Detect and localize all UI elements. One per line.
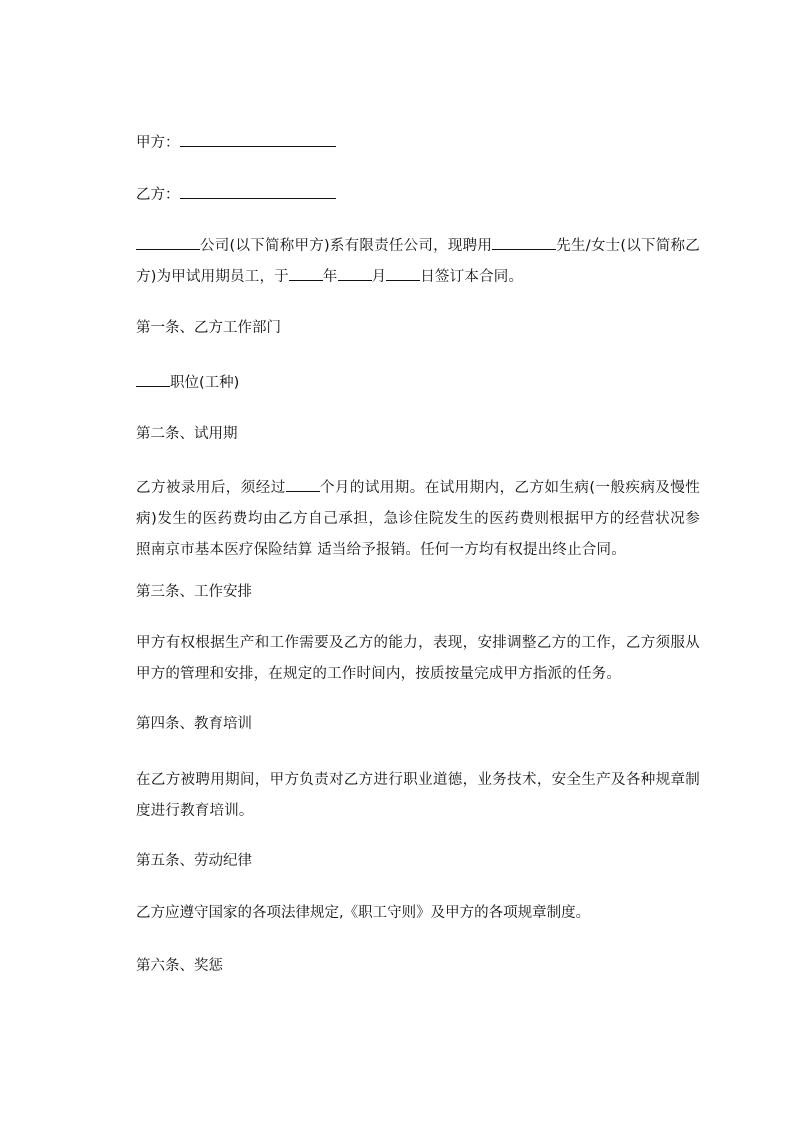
article2-part1: 乙方被录用后，须经过	[136, 480, 286, 496]
intro-paragraph	[136, 231, 700, 293]
intro-part1: 公司(以下简称甲方)系有限责任公司，现聘用	[200, 238, 493, 254]
article2-body	[136, 473, 700, 566]
article5-title: 第五条、劳动纪律	[136, 853, 252, 869]
party-a-line	[136, 132, 336, 153]
party-a-label: 甲方：	[136, 135, 180, 151]
article2-title: 第二条、试用期	[136, 426, 238, 442]
party-b-line	[136, 184, 336, 205]
article3-body: 甲方有权根据生产和工作需要及乙方的能力，表现，安排调整乙方的工作，乙方须服从甲方的管理和安排，在规定的工作时间内，按质按量完成甲方指派的任务。	[136, 635, 700, 682]
article3-title: 第三条、工作安排	[136, 584, 252, 600]
intro-year: 年	[322, 269, 338, 285]
article5-body: 乙方应遵守国家的各项法律规定,《职工守则》及甲方的各项规章制度。	[136, 905, 591, 921]
article1-title: 第一条、乙方工作部门	[136, 320, 281, 336]
employee-name-blank	[492, 235, 556, 250]
party-b-label: 乙方：	[136, 187, 180, 203]
position-blank	[136, 372, 170, 387]
intro-month: 月	[371, 269, 387, 285]
party-a-blank	[180, 132, 336, 147]
month-blank	[338, 266, 372, 281]
intro-day-text: 日签订本合同。	[420, 269, 524, 285]
day-blank	[386, 266, 420, 281]
article6-title: 第六条、奖惩	[136, 958, 223, 974]
article2-part2: 个月的试用期。在试用期内，乙方如生病(一般疾病及慢性病)发生的医药费均由乙方自己承担，急诊住院发生的医药费则根据甲方的经营状况参照南京市基本医疗保险结算 适当给予报销。任何一方均有权提出终止合同。	[136, 480, 701, 558]
article1-position-line	[136, 372, 239, 393]
year-blank	[289, 266, 323, 281]
article4-title: 第四条、教育培训	[136, 716, 252, 732]
intro-part2: 先生/女士(以下简称乙方)为甲试用期员工，于	[136, 238, 700, 285]
article4-body: 在乙方被聘用期间，甲方负责对乙方进行职业道德，业务技术，安全生产及各种规章制度进行教育培训。	[136, 772, 700, 819]
company-name-blank	[136, 235, 200, 250]
probation-months-blank	[286, 477, 320, 492]
party-b-blank	[180, 184, 336, 199]
article1-position: 职位(工种)	[170, 375, 240, 391]
